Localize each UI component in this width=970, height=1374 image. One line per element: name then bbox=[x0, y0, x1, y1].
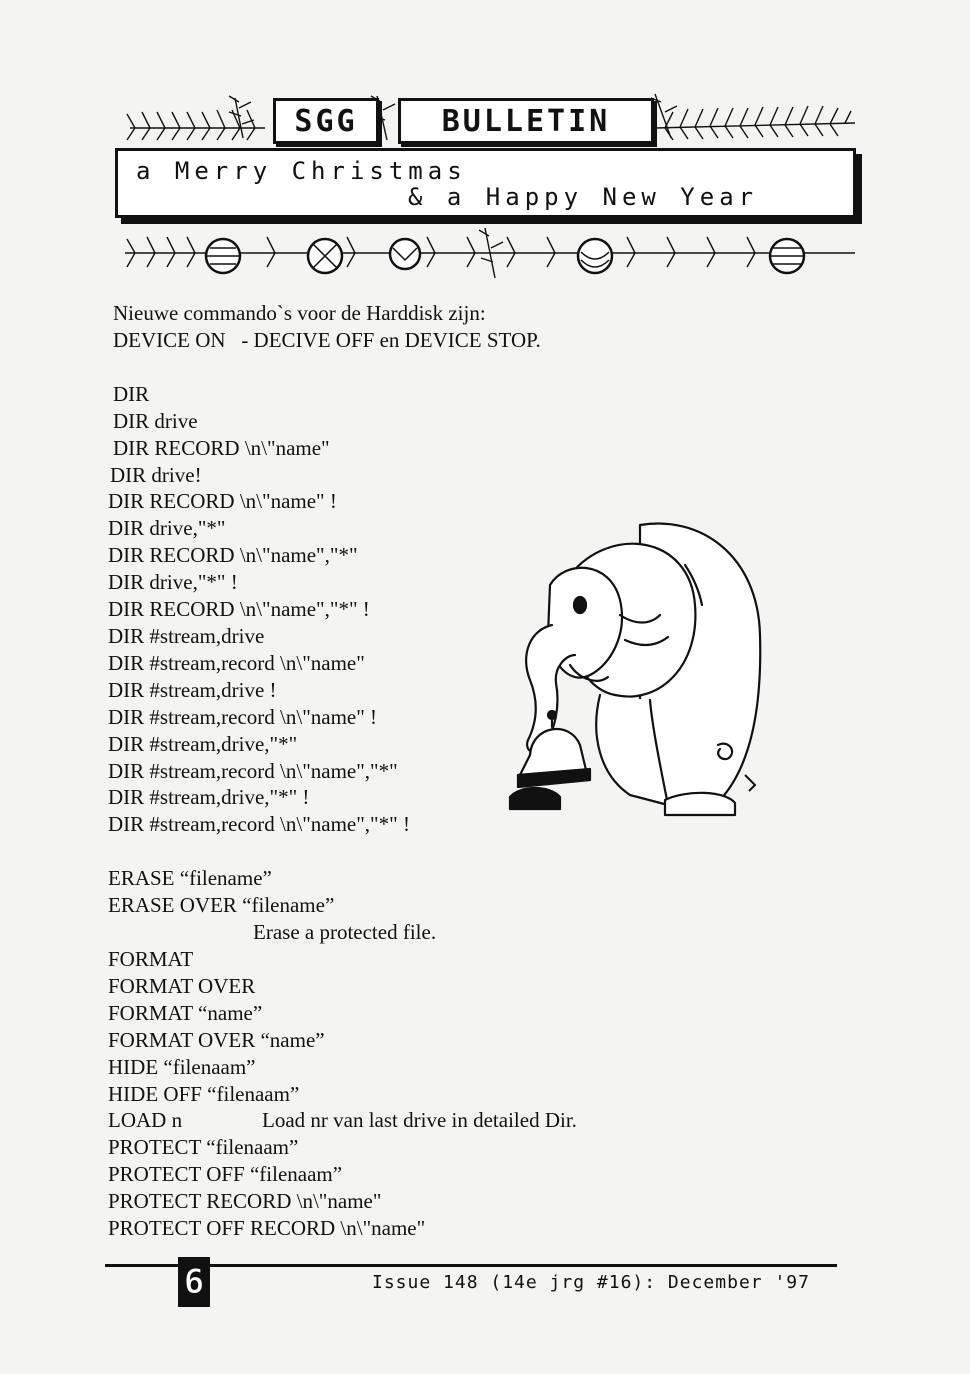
format-name-command: FORMAT “name” bbox=[108, 1001, 263, 1025]
dir-command: DIR #stream,drive ! bbox=[108, 678, 277, 702]
bulletin-title: BULLETIN bbox=[398, 98, 654, 144]
protect-off-command: PROTECT OFF “filenaam” bbox=[108, 1162, 343, 1186]
erase-note: Erase a protected file. bbox=[253, 920, 437, 944]
dir-command: DIR RECORD \n\"name","*" bbox=[108, 543, 358, 567]
protect-record-command: PROTECT RECORD \n\"name" bbox=[108, 1189, 382, 1213]
dir-command: DIR #stream,drive,"*" bbox=[108, 732, 298, 756]
load-command: LOAD n bbox=[108, 1108, 183, 1132]
format-over-name-command: FORMAT OVER “name” bbox=[108, 1028, 325, 1052]
masthead-banner bbox=[115, 88, 860, 288]
format-command: FORMAT bbox=[108, 947, 194, 971]
protect-command: PROTECT “filenaam” bbox=[108, 1135, 299, 1159]
dir-command: DIR #stream,record \n\"name","*" ! bbox=[108, 812, 410, 836]
elephant-illustration bbox=[490, 505, 770, 835]
hide-command: HIDE “filenaam” bbox=[108, 1055, 256, 1079]
intro-line-2: DEVICE ON - DECIVE OFF en DEVICE STOP. bbox=[113, 328, 541, 352]
dir-command: DIR drive! bbox=[110, 463, 202, 487]
page-number-text: 6 bbox=[183, 1262, 205, 1302]
pine-branches-ornaments bbox=[115, 218, 860, 288]
issue-line: Issue 148 (14e jrg #16): December '97 bbox=[372, 1272, 810, 1293]
footer-rule bbox=[105, 1264, 837, 1267]
greeting-box bbox=[115, 148, 856, 218]
protect-off-record-command: PROTECT OFF RECORD \n\"name" bbox=[108, 1216, 426, 1240]
erase-over-command: ERASE OVER “filename” bbox=[108, 893, 335, 917]
hide-off-command: HIDE OFF “filenaam” bbox=[108, 1082, 300, 1106]
page-number bbox=[178, 1257, 210, 1307]
dir-command: DIR #stream,record \n\"name" bbox=[108, 651, 365, 675]
dir-command: DIR RECORD \n\"name" ! bbox=[108, 489, 337, 513]
format-over-command: FORMAT OVER bbox=[108, 974, 256, 998]
dir-command: DIR drive,"*" bbox=[108, 516, 226, 540]
dir-command: DIR #stream,drive,"*" ! bbox=[108, 785, 310, 809]
dir-command: DIR drive bbox=[113, 409, 198, 433]
dir-command: DIR #stream,record \n\"name","*" bbox=[108, 759, 398, 783]
dir-command: DIR RECORD \n\"name","*" ! bbox=[108, 597, 370, 621]
dir-command: DIR #stream,drive bbox=[108, 624, 265, 648]
dir-command: DIR RECORD \n\"name" bbox=[113, 436, 330, 460]
erase-command: ERASE “filename” bbox=[108, 866, 272, 890]
load-note: Load nr van last drive in detailed Dir. bbox=[262, 1108, 577, 1132]
greeting-line-1: a Merry Christmas bbox=[136, 157, 467, 185]
sgg-title: SGG bbox=[273, 98, 379, 144]
greeting-line-2: & a Happy New Year bbox=[408, 183, 759, 211]
dir-command: DIR #stream,record \n\"name" ! bbox=[108, 705, 378, 729]
dir-command: DIR bbox=[113, 382, 150, 406]
dir-command: DIR drive,"*" ! bbox=[108, 570, 238, 594]
intro-line-1: Nieuwe commando`s voor de Harddisk zijn: bbox=[113, 301, 486, 325]
